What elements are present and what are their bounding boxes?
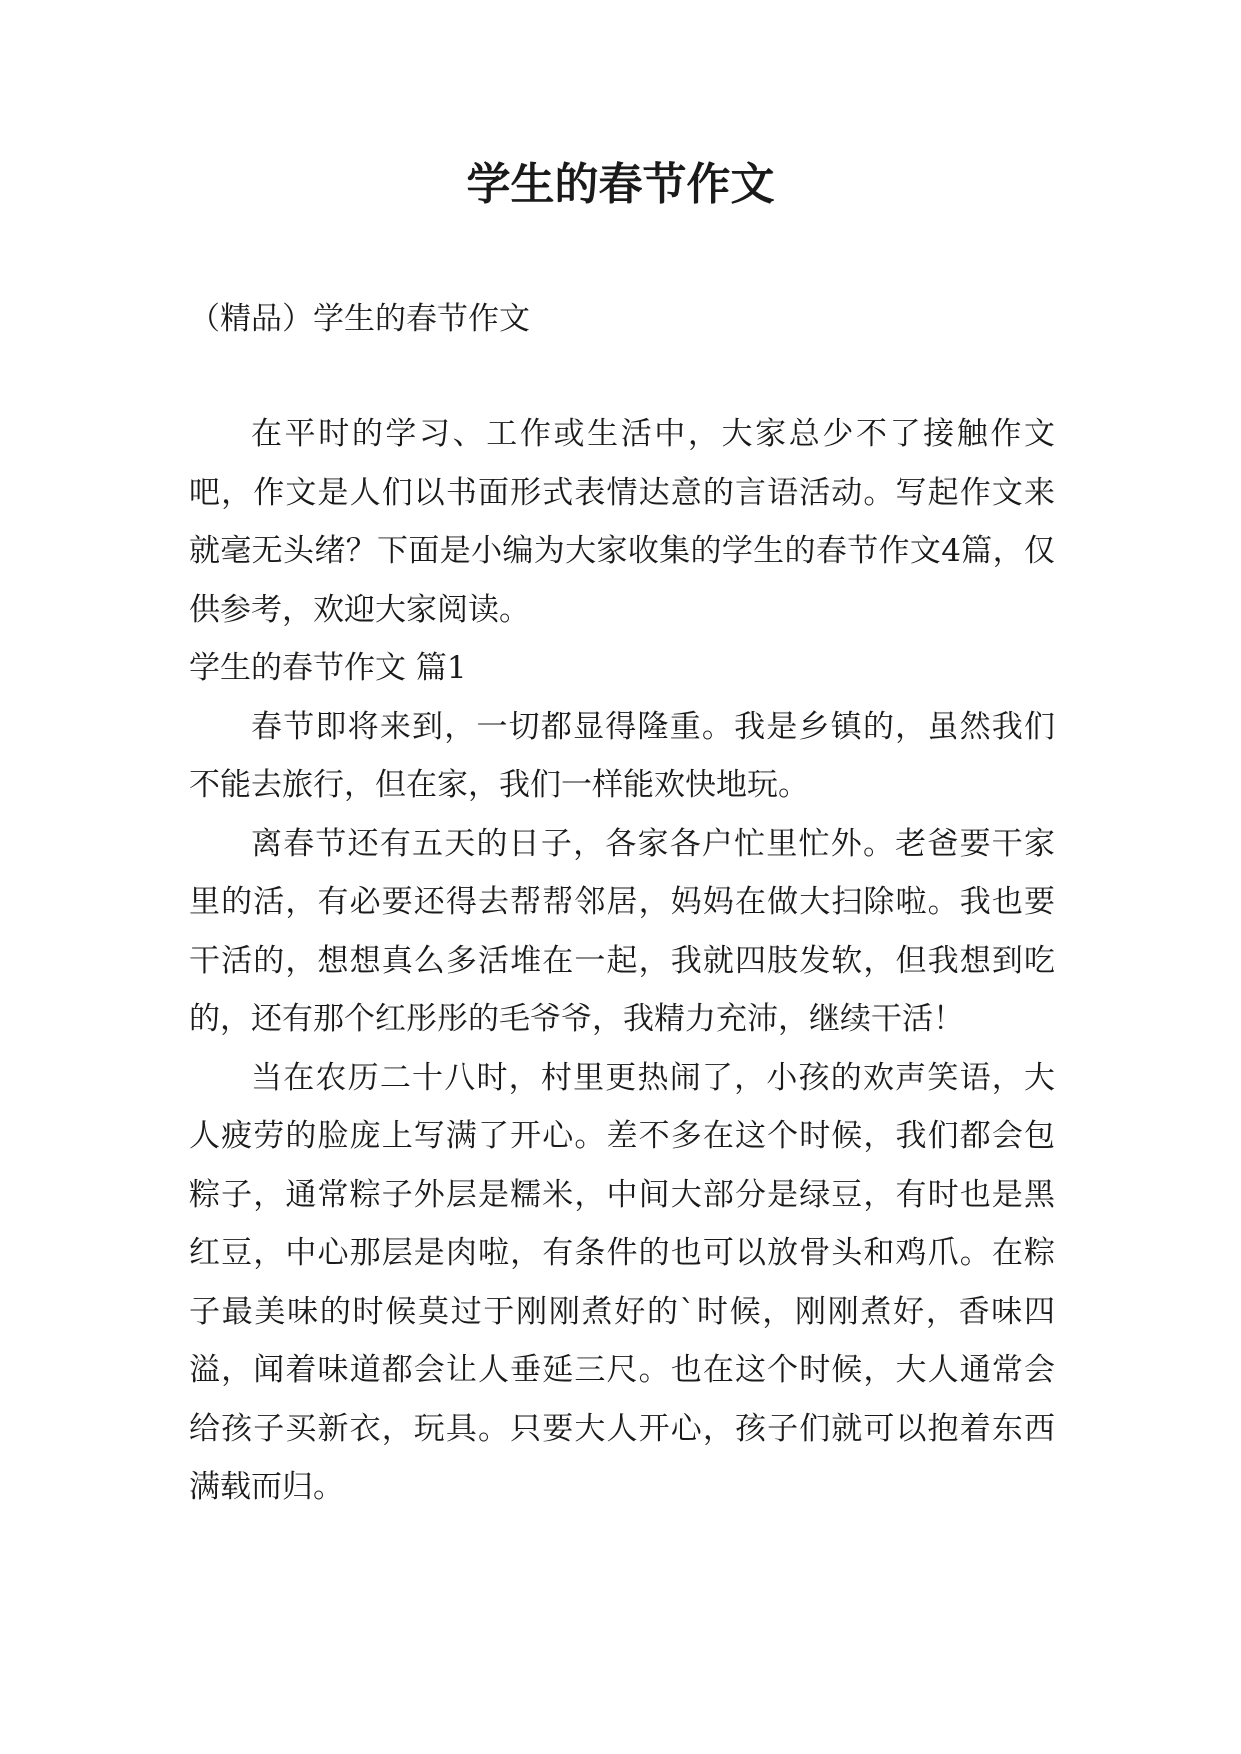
intro-paragraph: 在平时的学习、工作或生活中，大家总少不了接触作文吧，作文是人们以书面形式表情达意的言语活动。写起作文来就毫无头绪？下面是小编为大家收集的学生的春节作文4篇，仅供参考，欢迎大家阅读。 — [189, 416, 1055, 628]
body-paragraph: 当在农历二十八时，村里更热闹了，小孩的欢声笑语，大人疲劳的脸庞上写满了开心。差不多在这个时候，我们都会包粽子，通常粽子外层是糯米，中间大部分是绿豆，有时也是黑红豆，中心那层是肉啦，有条件的也可以放骨头和鸡爪。在粽子最美味的时候莫过于刚刚煮好的`时候，刚刚煮好，香味四溢，闻着味道都会让人垂延三尺。也在这个时候，大人通常会给孩子买新衣，玩具。只要大人开心，孩子们就可以抱着东西满载而归。 — [189, 1059, 1055, 1505]
body-paragraph: 离春节还有五天的日子，各家各户忙里忙外。老爸要干家里的活，有必要还得去帮帮邻居，妈妈在做大扫除啦。我也要干活的，想想真么多活堆在一起，我就四肢发软，但我想到吃的，还有那个红彤彤的毛爷爷，我精力充沛，继续干活！ — [189, 825, 1055, 1037]
section-heading: 学生的春节作文 篇1 — [189, 650, 467, 686]
document-body — [189, 405, 1055, 1517]
document-subtitle: （精品）学生的春节作文 — [189, 301, 530, 337]
body-paragraph: 春节即将来到，一切都显得隆重。我是乡镇的，虽然我们不能去旅行，但在家，我们一样能欢快地玩。 — [189, 708, 1055, 803]
document-title: 学生的春节作文 — [466, 159, 775, 210]
